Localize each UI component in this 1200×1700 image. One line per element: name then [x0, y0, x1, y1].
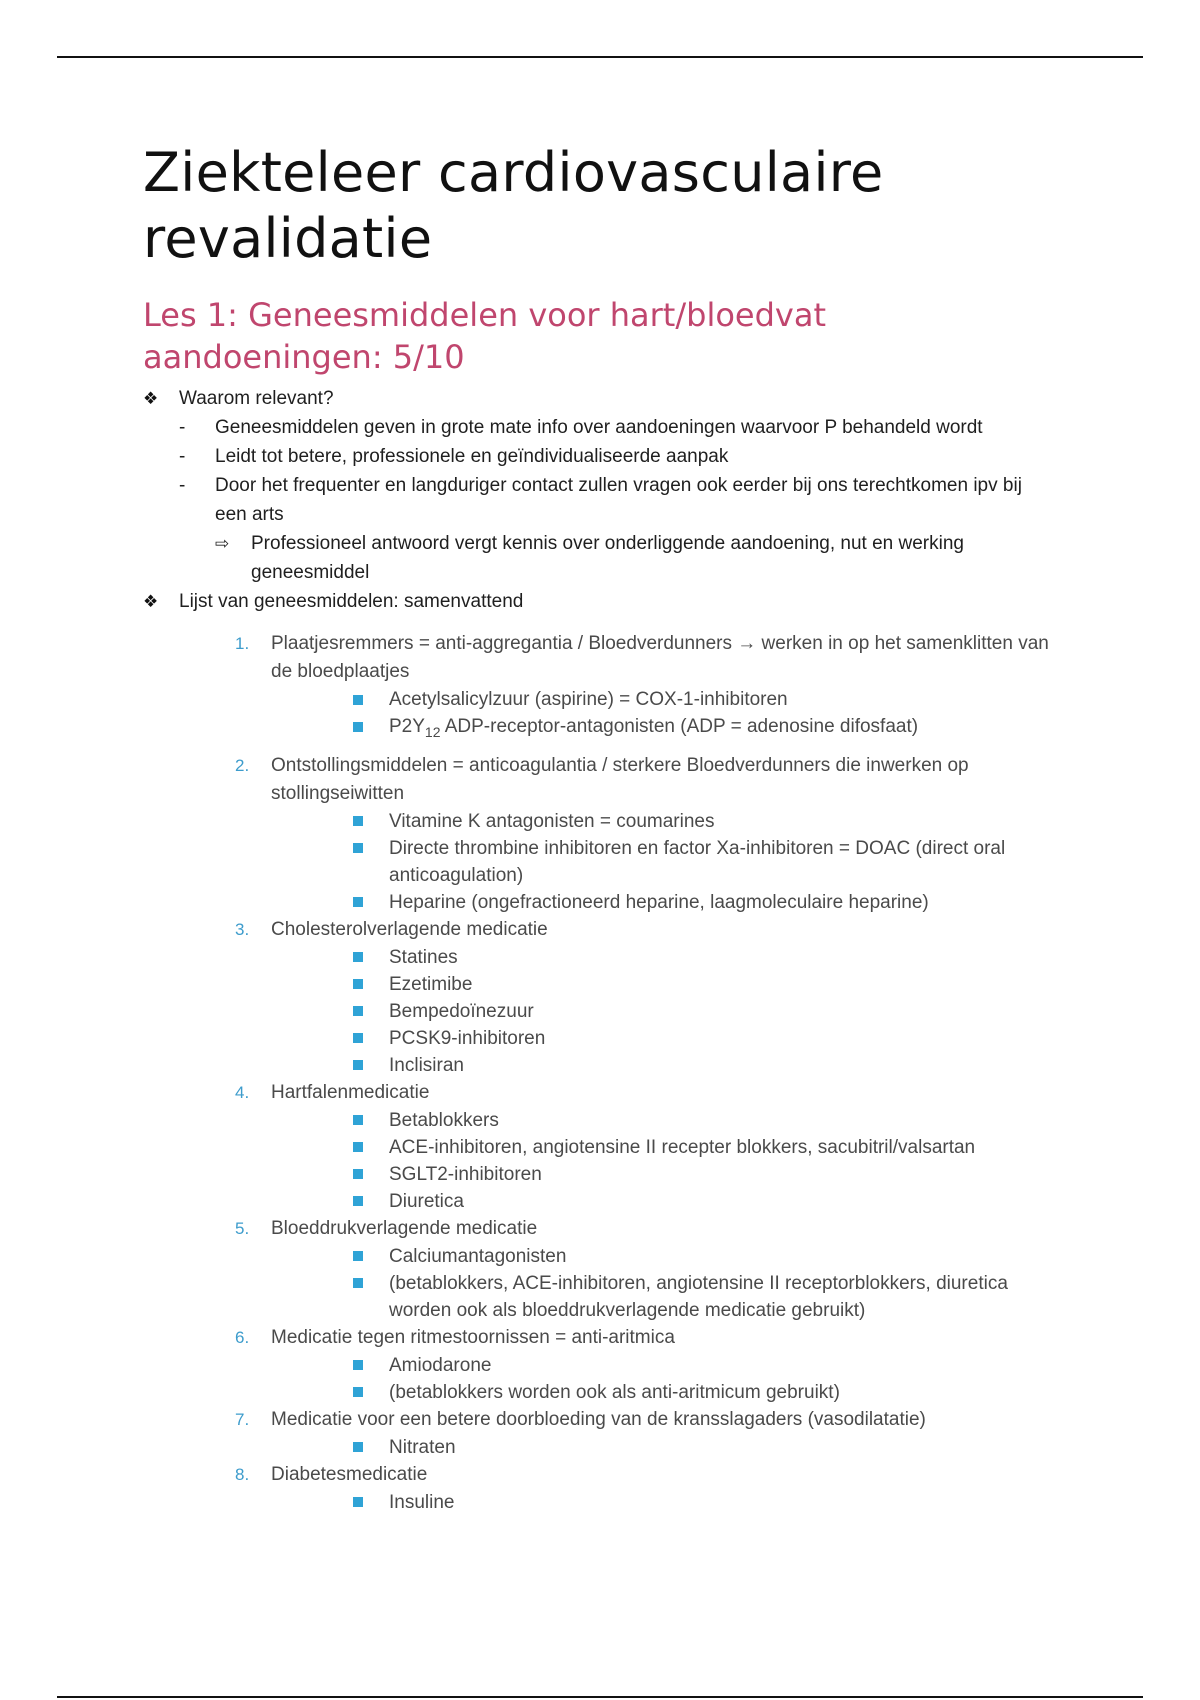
relevance-point: - Leidt tot betere, professionele en geïndividualiseerde aanpak: [179, 446, 729, 467]
sub-list-item: Ezetimibe: [353, 971, 1063, 998]
lesson-heading: Les 1: Geneesmiddelen voor hart/bloedvat aandoeningen: 5/10: [143, 296, 826, 376]
sub-list-item: PCSK9-inhibitoren: [353, 1025, 1063, 1052]
sub-list-item: Insuline: [353, 1489, 1063, 1516]
square-bullet-icon: [353, 1161, 389, 1188]
square-bullet-icon: [353, 1052, 389, 1079]
square-bullet-icon: [353, 835, 389, 862]
square-bullet-icon: [353, 1025, 389, 1052]
sub-list-item: Bempedoïnezuur: [353, 998, 1063, 1025]
sub-list-item: $P2Y_{12}$ ADP-receptor-antagonisten (ADP = adenosine difosfaat): [353, 713, 1063, 746]
sub-list-item: (betablokkers worden ook als anti-aritmicum gebruikt): [353, 1379, 1063, 1406]
square-bullet-icon: [353, 889, 389, 916]
square-bullet-icon: [353, 1134, 389, 1161]
sub-list-item: Betablokkers: [353, 1107, 1063, 1134]
sub-list-item: Inclisiran: [353, 1052, 1063, 1079]
diamond-bullet-icon: ❖: [143, 592, 159, 611]
sub-list-item: Diuretica: [353, 1188, 1063, 1215]
list-item: 5. Bloeddrukverlagende medicatie: [235, 1217, 538, 1239]
medication-list: [143, 630, 1063, 1516]
square-bullet-icon: [353, 971, 389, 998]
conclusion-arrow-point: ⇨ Professioneel antwoord vergt kennis over onderliggende aandoening, nut en werking geneesmiddel: [215, 529, 1063, 587]
sub-list-item: Amiodarone: [353, 1352, 1063, 1379]
list-item: 3. Cholesterolverlagende medicatie: [235, 918, 548, 940]
sub-list-item: ACE-inhibitoren, angiotensine II recepter blokkers, sacubitril/valsartan: [353, 1134, 1063, 1161]
square-bullet-icon: [353, 1489, 389, 1516]
square-bullet-icon: [353, 1379, 389, 1406]
sub-list-item: (betablokkers, ACE-inhibitoren, angiotensine II receptorblokkers, diuretica worden ook als bloeddrukverlagende medicatie gebruikt): [353, 1270, 1063, 1324]
list-item: 1. Plaatjesremmers = anti-aggregantia / Bloedverdunners → werken in op het samenklitten van de bloedplaatjes: [235, 633, 1049, 682]
relevance-bullet: ❖ Waarom relevant?: [143, 384, 1063, 413]
square-bullet-icon: [353, 1270, 389, 1297]
document-title: Ziekteleer cardiovasculaire revalidatie: [143, 141, 884, 270]
list-bullet: ❖ Lijst van geneesmiddelen: samenvattend: [143, 587, 1063, 616]
sub-list-item: Vitamine K antagonisten = coumarines: [353, 808, 1063, 835]
sub-list-item: Acetylsalicylzuur (aspirine) = COX-1-inhibitoren: [353, 686, 1063, 713]
document-page: [143, 140, 1063, 1516]
relevance-point: - Geneesmiddelen geven in grote mate info over aandoeningen waarvoor P behandeld wordt: [179, 417, 983, 438]
list-item: 7. Medicatie voor een betere doorbloeding van de kransslagaders (vasodilatatie): [235, 1408, 926, 1430]
sub-list-item: Directe thrombine inhibitoren en factor Xa-inhibitoren = DOAC (direct oral anticoagulation): [353, 835, 1063, 889]
square-bullet-icon: [353, 944, 389, 971]
square-bullet-icon: [353, 1434, 389, 1461]
diamond-bullet-icon: ❖: [143, 389, 159, 408]
list-item: 6. Medicatie tegen ritmestoornissen = anti-aritmica: [235, 1326, 675, 1348]
square-bullet-icon: [353, 998, 389, 1025]
bottom-rule: [57, 1696, 1143, 1698]
list-item: 4. Hartfalenmedicatie: [235, 1081, 430, 1103]
sub-list-item: Nitraten: [353, 1434, 1063, 1461]
sub-list-item: Calciumantagonisten: [353, 1243, 1063, 1270]
square-bullet-icon: [353, 1243, 389, 1270]
sub-list-item: Heparine (ongefractioneerd heparine, laagmoleculaire heparine): [353, 889, 1063, 916]
square-bullet-icon: [353, 1352, 389, 1379]
list-item: 8. Diabetesmedicatie: [235, 1463, 428, 1485]
top-rule: [57, 56, 1143, 58]
square-bullet-icon: [353, 808, 389, 835]
sub-list-item: Statines: [353, 944, 1063, 971]
square-bullet-icon: [353, 713, 389, 740]
square-bullet-icon: [353, 686, 389, 713]
list-item: 2. Ontstollingsmiddelen = anticoagulantia / sterkere Bloedverdunners die inwerken op stollingseiwitten: [235, 754, 969, 804]
sub-list-item: SGLT2-inhibitoren: [353, 1161, 1063, 1188]
square-bullet-icon: [353, 1188, 389, 1215]
arrow-right-icon: ⇨: [215, 534, 230, 553]
square-bullet-icon: [353, 1107, 389, 1134]
relevance-point: - Door het frequenter en langduriger contact zullen vragen ook eerder bij ons terechtkomen ipv bij een arts: [179, 475, 1022, 525]
